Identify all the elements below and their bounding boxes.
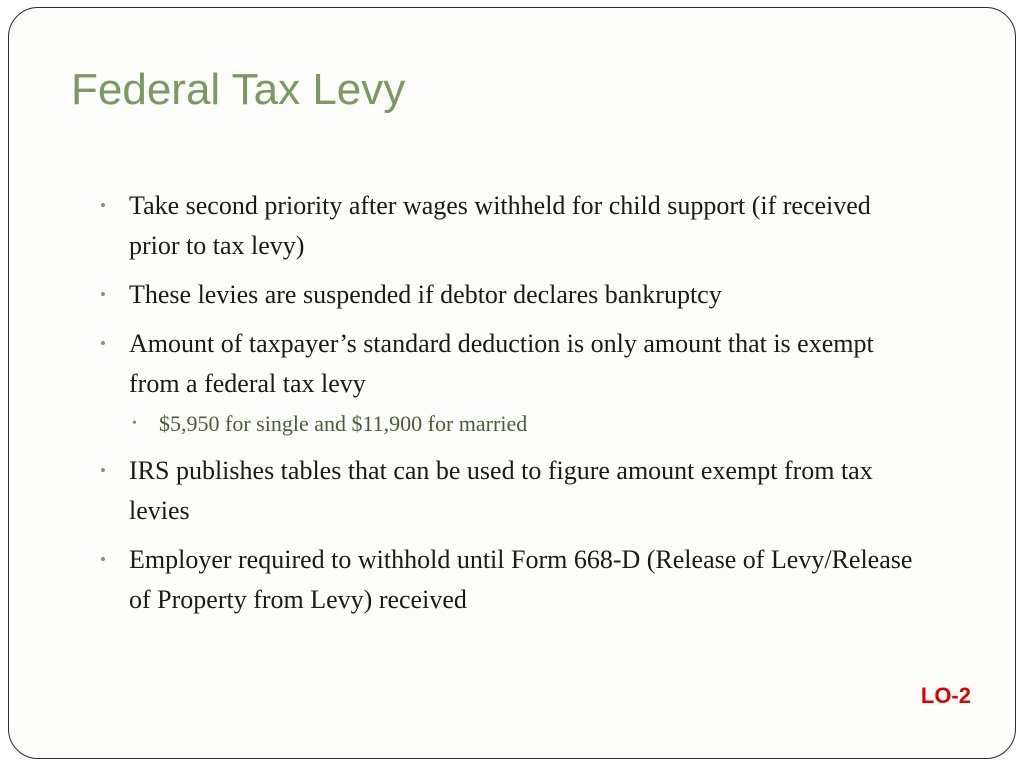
bullet-item <box>100 451 920 531</box>
bullet-text: Take second priority after wages withheld for child support (if received prior to tax levy) <box>129 191 871 260</box>
bullet-icon: • <box>100 550 106 569</box>
bullet-item <box>100 275 920 315</box>
bullet-list <box>100 186 920 629</box>
bullet-icon: • <box>100 334 106 353</box>
bullet-item <box>100 324 920 404</box>
sub-bullet-text: $5,950 for single and $11,900 for married <box>159 411 528 436</box>
sub-bullet-item <box>100 409 920 439</box>
bullet-icon: • <box>100 196 106 215</box>
bullet-icon: • <box>100 461 106 480</box>
sub-bullet-icon: • <box>132 416 137 431</box>
bullet-item <box>100 540 920 620</box>
bullet-text: IRS publishes tables that can be used to figure amount exempt from tax levies <box>129 456 873 525</box>
learning-objective-tag: LO-2 <box>920 683 971 708</box>
bullet-icon: • <box>100 285 106 304</box>
bullet-text: These levies are suspended if debtor declares bankruptcy <box>129 280 722 309</box>
bullet-text: Employer required to withhold until Form 668-D (Release of Levy/Release of Property from Levy) received <box>129 545 913 614</box>
bullet-text: Amount of taxpayer’s standard deduction is only amount that is exempt from a federal tax levy <box>129 329 874 398</box>
bullet-item <box>100 186 920 266</box>
slide-title: Federal Tax Levy <box>71 65 406 114</box>
